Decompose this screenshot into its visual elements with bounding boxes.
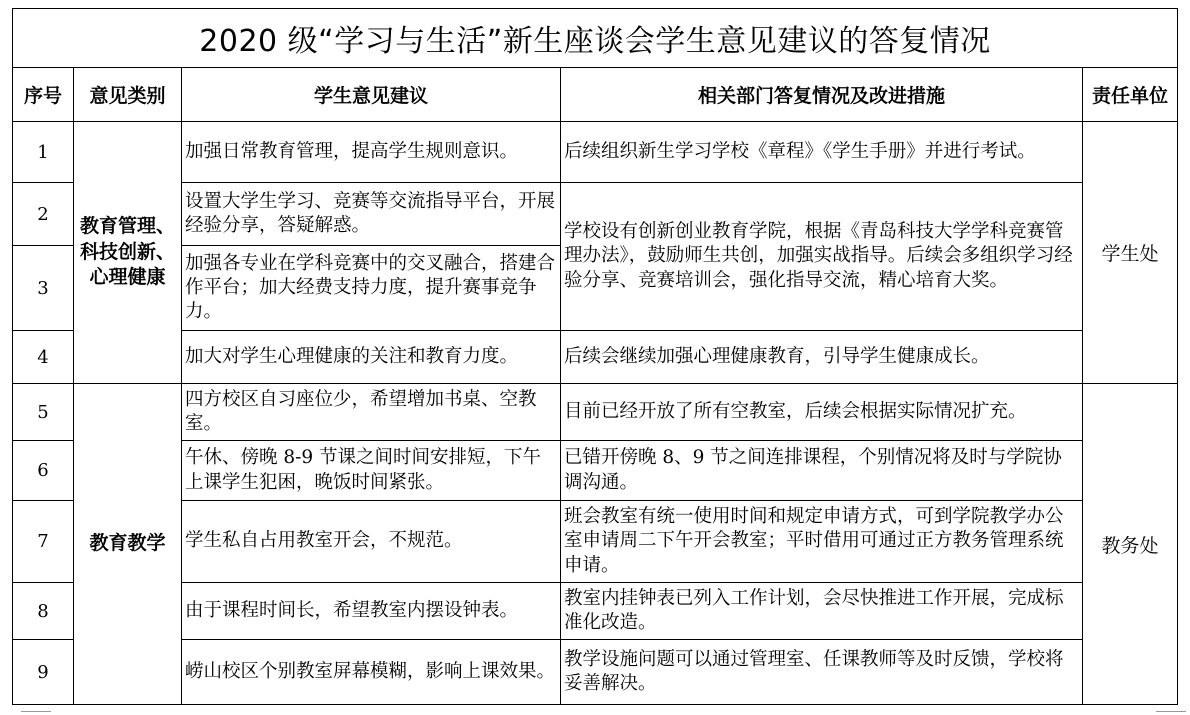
suggestion-cell: 设置大学生学习、竞赛等交流指导平台，开展经验分享，答疑解惑。	[182, 183, 561, 246]
reply-cell: 已错开傍晚 8、9 节之间连排课程，个别情况将及时与学院协调沟通。	[561, 441, 1083, 501]
unit-cell: 学生处	[1083, 122, 1178, 384]
table-row	[13, 183, 1178, 246]
suggestion-cell: 学生私自占用教室开会，不规范。	[182, 501, 561, 583]
category-cell: 教育教学	[74, 384, 182, 705]
reply-cell: 教学设施问题可以通过管理室、任课教师等及时反馈，学校将妥善解决。	[561, 640, 1083, 705]
suggestion-cell: 加强各专业在学科竞赛中的交叉融合，搭建合作平台；加大经费支持力度，提升赛事竞争力。	[182, 246, 561, 331]
header-no: 序号	[13, 68, 74, 122]
row-number: 1	[13, 122, 74, 183]
suggestion-cell: 崂山校区个别教室屏幕模糊，影响上课效果。	[182, 640, 561, 705]
reply-cell: 后续会继续加强心理健康教育，引导学生健康成长。	[561, 331, 1083, 384]
row-number: 9	[13, 640, 74, 705]
reply-cell: 教室内挂钟表已列入工作计划，会尽快推进工作开展，完成标准化改造。	[561, 583, 1083, 640]
document-title: 2020 级“学习与生活”新生座谈会学生意见建议的答复情况	[13, 9, 1178, 68]
table-row	[13, 583, 1178, 640]
page-corner-mark-right	[1156, 711, 1186, 713]
row-number: 8	[13, 583, 74, 640]
header-row	[13, 68, 1178, 122]
table-row	[13, 384, 1178, 441]
header-category: 意见类别	[74, 68, 182, 122]
table-row	[13, 331, 1178, 384]
row-number: 6	[13, 441, 74, 501]
suggestion-cell: 午休、傍晚 8-9 节课之间时间安排短，下午上课学生犯困，晚饭时间紧张。	[182, 441, 561, 501]
table-row	[13, 441, 1178, 501]
row-number: 5	[13, 384, 74, 441]
suggestion-cell: 加大对学生心理健康的关注和教育力度。	[182, 331, 561, 384]
header-unit: 责任单位	[1083, 68, 1178, 122]
reply-cell: 学校设有创新创业教育学院，根据《青岛科技大学学科竞赛管理办法》，鼓励师生共创，加强实战指导。后续会多组织学习经验分享、竞赛培训会，强化指导交流，精心培育大奖。	[561, 183, 1083, 331]
suggestion-cell: 加强日常教育管理，提高学生规则意识。	[182, 122, 561, 183]
table-row	[13, 501, 1178, 583]
header-suggestion: 学生意见建议	[182, 68, 561, 122]
table-row	[13, 122, 1178, 183]
reply-table-sheet	[12, 8, 1178, 705]
suggestion-cell: 四方校区自习座位少，希望增加书桌、空教室。	[182, 384, 561, 441]
table-row	[13, 640, 1178, 705]
header-reply: 相关部门答复情况及改进措施	[561, 68, 1083, 122]
unit-cell: 教务处	[1083, 384, 1178, 705]
suggestion-cell: 由于课程时间长，希望教室内摆设钟表。	[182, 583, 561, 640]
row-number: 4	[13, 331, 74, 384]
reply-table	[12, 8, 1178, 705]
reply-cell: 班会教室有统一使用时间和规定申请方式，可到学院教学办公室申请周二下午开会教室；平时借用可通过正方教务管理系统申请。	[561, 501, 1083, 583]
row-number: 3	[13, 246, 74, 331]
reply-cell: 目前已经开放了所有空教室，后续会根据实际情况扩充。	[561, 384, 1083, 441]
row-number: 2	[13, 183, 74, 246]
page-corner-mark-left	[21, 711, 51, 713]
category-cell: 教育管理、科技创新、心理健康	[74, 122, 182, 384]
reply-cell: 后续组织新生学习学校《章程》《学生手册》并进行考试。	[561, 122, 1083, 183]
row-number: 7	[13, 501, 74, 583]
